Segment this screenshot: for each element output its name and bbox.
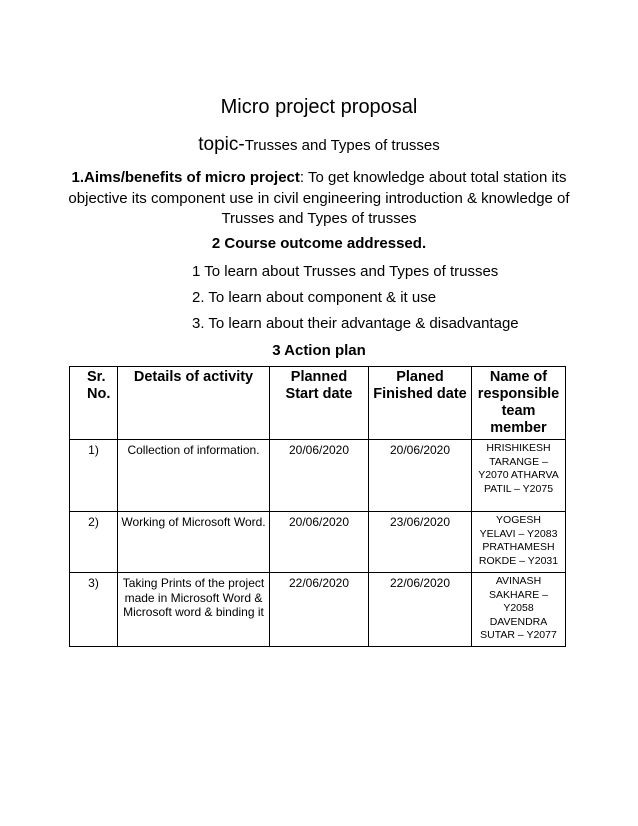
header-start-date: Planned Start date [270,367,369,440]
cell-activity: Working of Microsoft Word. [118,512,270,573]
table-row [70,573,566,647]
cell-activity: Taking Prints of the project made in Microsoft Word & Microsoft word & binding it [118,573,270,647]
cell-start: 20/06/2020 [270,512,369,573]
table-row [70,440,566,512]
outcome-item: 1 To learn about Trusses and Types of trusses [192,263,499,280]
header-activity: Details of activity [118,367,270,440]
cell-members: AVINASH SAKHARE – Y2058 DAVENDRA SUTAR – Y2077 [472,573,566,647]
topic-prefix: topic- [198,134,245,155]
header-finish-date: Planed Finished date [369,367,472,440]
outcome-item: 2. To learn about component & it use [192,289,437,306]
cell-start: 20/06/2020 [270,440,369,512]
header-team-member: Name of responsible team member [472,367,566,440]
cell-finish: 22/06/2020 [369,573,472,647]
cell-finish: 20/06/2020 [369,440,472,512]
action-plan-heading: 3 Action plan [272,342,366,359]
topic-line [0,134,638,156]
aims-text: : To get knowledge about total station its objective its component use in civil engineering introduction & knowledge of Trusses and Types of trusses [68,169,570,227]
cell-finish: 23/06/2020 [369,512,472,573]
aims-paragraph [62,168,576,230]
action-plan-table [69,366,566,647]
page-title: Micro project proposal [220,96,418,118]
header-sr-no: Sr. No. [70,367,118,440]
cell-start: 22/06/2020 [270,573,369,647]
topic-text: Trusses and Types of trusses [244,137,440,154]
cell-sr: 2) [70,512,118,573]
cell-activity: Collection of information. [118,440,270,512]
outcome-item: 3. To learn about their advantage & disadvantage [192,315,519,332]
aims-label: 1.Aims/benefits of micro project [71,169,300,186]
table-header-row [70,367,566,440]
cell-members: YOGESH YELAVI – Y2083 PRATHAMESH ROKDE – Y2031 [472,512,566,573]
table-row [70,512,566,573]
cell-members: HRISHIKESH TARANGE – Y2070 ATHARVA PATIL – Y2075 [472,440,566,512]
cell-sr: 1) [70,440,118,512]
course-outcome-heading: 2 Course outcome addressed. [211,235,427,252]
cell-sr: 3) [70,573,118,647]
